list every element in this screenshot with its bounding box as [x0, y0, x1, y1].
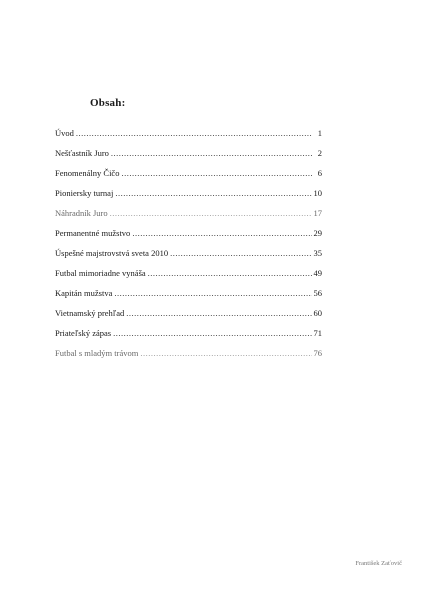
toc-entry-futbal-s-mladym [55, 343, 322, 363]
toc-entry-page: 29 [313, 228, 322, 238]
toc-entry-page: 49 [313, 268, 322, 278]
toc-dot-leader [148, 263, 312, 283]
toc-entry-page: 60 [313, 308, 322, 318]
toc-dot-leader [121, 163, 312, 183]
toc-entry-title: Vietnamský prehľad [55, 308, 125, 318]
toc-entry-page: 6 [317, 168, 322, 178]
page-footer-author: František Zaťovič [355, 560, 402, 567]
toc-dot-leader [126, 303, 311, 323]
toc-entry-vietnamsky-prehlad [55, 303, 322, 323]
toc-dot-leader [110, 203, 312, 223]
toc-dot-leader [140, 343, 311, 363]
toc-entry-pioniersky-turnaj [55, 183, 322, 203]
toc-entry-nestastnik-juro [55, 143, 322, 163]
toc-entry-title: Nešťastník Juro [55, 148, 109, 158]
toc-entry-page: 2 [317, 148, 322, 158]
toc-dot-leader [132, 223, 311, 243]
toc-entry-futbal-vynasa [55, 263, 322, 283]
toc-entry-title: Náhradník Juro [55, 208, 108, 218]
toc-entry-page: 76 [313, 348, 322, 358]
toc-entry-priatelsky-zapas [55, 323, 322, 343]
toc-entry-title: Fenomenálny Čičo [55, 168, 120, 178]
toc-entry-page: 1 [317, 128, 322, 138]
toc-dot-leader [170, 243, 311, 263]
toc-entry-page: 56 [313, 288, 322, 298]
toc-heading: Obsah: [90, 97, 126, 109]
toc-entry-fenomenalny-cico [55, 163, 322, 183]
toc-entry-page: 35 [313, 248, 322, 258]
toc-entry-title: Úspešné majstrovstvá sveta 2010 [55, 248, 169, 258]
toc-dot-leader [114, 283, 311, 303]
toc-entry-uvod [55, 123, 322, 143]
toc-entry-permanentne-muzstvo [55, 223, 322, 243]
toc-entry-title: Pioniersky turnaj [55, 188, 114, 198]
toc-entry-title: Priateľský zápas [55, 328, 112, 338]
toc-entry-title: Kapitán mužstva [55, 288, 113, 298]
toc-entry-title: Futbal s mladým trávom [55, 348, 139, 358]
toc-entry-kapitan-muzstva [55, 283, 322, 303]
toc-entry-title: Permanentné mužstvo [55, 228, 131, 238]
toc-entry-page: 10 [313, 188, 322, 198]
toc-entry-page: 17 [313, 208, 322, 218]
toc-entry-uspesne-majstrovstva [55, 243, 322, 263]
toc-entry-title: Futbal mimoriadne vynáša [55, 268, 146, 278]
toc-dot-leader [76, 123, 312, 143]
toc-dot-leader [113, 323, 311, 343]
toc-entry-nahradnik-juro [55, 203, 322, 223]
table-of-contents [55, 123, 322, 363]
toc-dot-leader [115, 183, 311, 203]
toc-entry-page: 71 [313, 328, 322, 338]
toc-entry-title: Úvod [55, 128, 74, 138]
toc-dot-leader [111, 143, 312, 163]
